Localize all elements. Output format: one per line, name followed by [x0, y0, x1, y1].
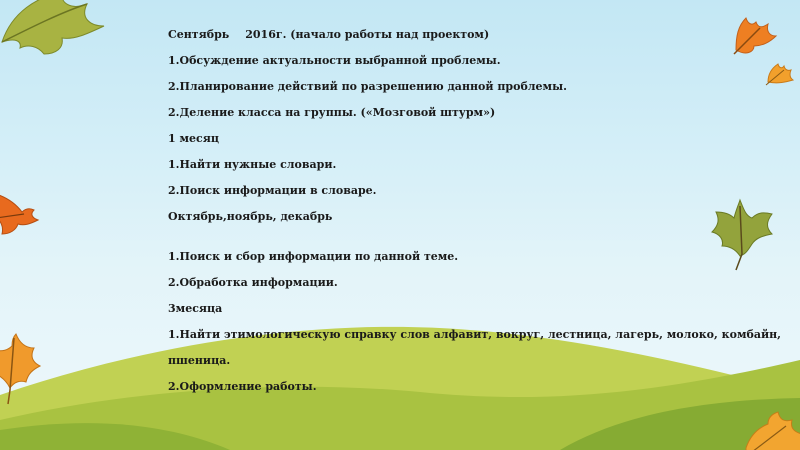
- text-line: Октябрь,ноябрь, декабрь: [168, 210, 333, 223]
- maple-leaf-icon: [764, 58, 794, 88]
- text-line: 2.Планирование действий по разрешению данной проблемы.: [168, 80, 567, 93]
- text-line: 1.Обсуждение актуальности выбранной проблемы.: [168, 54, 501, 67]
- text-line: 1 месяц: [168, 132, 219, 145]
- text-line: пшеница.: [168, 354, 231, 367]
- text-line: [168, 28, 489, 41]
- maple-leaf-icon: [742, 408, 800, 450]
- month-label: Сентябрь: [168, 28, 230, 41]
- maple-leaf-icon: [730, 6, 780, 58]
- text-line: 2.Оформление работы.: [168, 380, 317, 393]
- year-note: 2016г. (начало работы над проектом): [245, 28, 490, 41]
- text-line: 1.Найти этимологическую справку слов алфавит, вокруг, лестница, лагерь, молоко, комбайн,: [168, 328, 782, 341]
- text-line: 2.Деление класса на группы. («Мозговой штурм»): [168, 106, 496, 119]
- text-line: 2.Обработка информации.: [168, 276, 338, 289]
- maple-leaf-icon: [0, 330, 46, 406]
- maple-leaf-icon: [0, 188, 40, 238]
- text-line: 1.Найти нужные словари.: [168, 158, 337, 171]
- maple-leaf-icon: [706, 196, 776, 272]
- text-line: 1.Поиск и сбор информации по данной теме.: [168, 250, 459, 263]
- maple-leaf-icon: [0, 0, 112, 62]
- text-line: 2.Поиск информации в словаре.: [168, 184, 377, 197]
- text-line: 3месяца: [168, 302, 223, 315]
